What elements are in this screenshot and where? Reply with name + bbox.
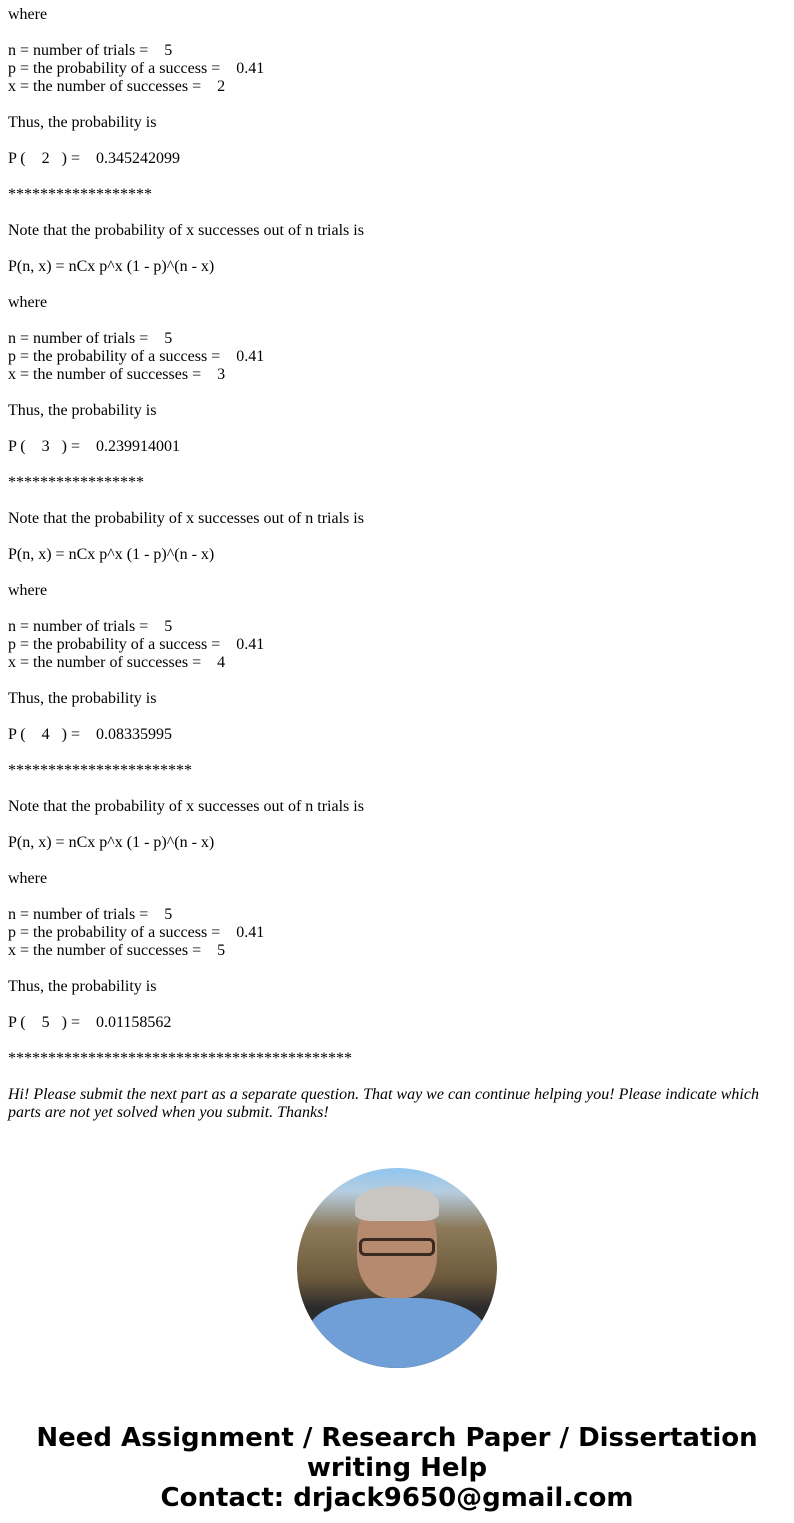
blank-line (8, 420, 786, 438)
blank-line (8, 888, 786, 906)
text-line: n = number of trials = 5 (8, 618, 173, 635)
blank-line (8, 780, 786, 798)
text-line: Thus, the probability is (8, 114, 157, 131)
text-line: Note that the probability of x successes out of n trials is (8, 798, 364, 815)
blank-line (8, 960, 786, 978)
blank-line (8, 276, 786, 294)
text-line: n = number of trials = 5 (8, 330, 173, 347)
text-line: x = the number of successes = 4 (8, 654, 226, 671)
text-line: n = number of trials = 5 (8, 906, 173, 923)
blank-line (8, 708, 786, 726)
text-line: P ( 2 ) = 0.345242099 (8, 150, 180, 167)
text-line: Note that the probability of x successes out of n trials is (8, 510, 364, 527)
text-line: where (8, 582, 48, 599)
text-line: *********************** (8, 762, 192, 779)
text-line: Thus, the probability is (8, 978, 157, 995)
text-line: ****************** (8, 186, 152, 203)
blank-line (8, 1032, 786, 1050)
blank-line (8, 492, 786, 510)
text-line: n = number of trials = 5 (8, 42, 173, 59)
author-avatar (297, 1168, 497, 1368)
text-line: P ( 4 ) = 0.08335995 (8, 726, 172, 743)
text-line: P ( 5 ) = 0.01158562 (8, 1014, 172, 1031)
avatar-container (0, 1168, 794, 1373)
text-line: Thus, the probability is (8, 690, 157, 707)
blank-line (8, 1068, 786, 1086)
closing-note: Hi! Please submit the next part as a separate question. That way we can continue helping you! Please indicate which parts are not yet solved when you submit. Thanks! (8, 1086, 759, 1121)
footer-contact (0, 1423, 794, 1513)
text-line: p = the probability of a success = 0.41 (8, 348, 265, 365)
text-line: where (8, 6, 48, 23)
text-line: x = the number of successes = 2 (8, 78, 226, 95)
blank-line (8, 600, 786, 618)
blank-line (8, 132, 786, 150)
text-line: ***************** (8, 474, 144, 491)
blank-line (8, 204, 786, 222)
text-line: Thus, the probability is (8, 402, 157, 419)
solution-lines (8, 6, 786, 1086)
blank-line (8, 384, 786, 402)
text-line: P(n, x) = nCx p^x (1 - p)^(n - x) (8, 546, 215, 563)
blank-line (8, 24, 786, 42)
blank-line (8, 852, 786, 870)
text-line: where (8, 870, 48, 887)
text-line: P(n, x) = nCx p^x (1 - p)^(n - x) (8, 834, 215, 851)
text-line: p = the probability of a success = 0.41 (8, 924, 265, 941)
text-line: where (8, 294, 48, 311)
text-line: x = the number of successes = 3 (8, 366, 226, 383)
footer-headline: Need Assignment / Research Paper / Dissertation writing Help (36, 1423, 758, 1483)
text-line: x = the number of successes = 5 (8, 942, 226, 959)
blank-line (8, 996, 786, 1014)
blank-line (8, 528, 786, 546)
blank-line (8, 816, 786, 834)
blank-line (8, 168, 786, 186)
text-line: P ( 3 ) = 0.239914001 (8, 438, 180, 455)
blank-line (8, 744, 786, 762)
text-line: P(n, x) = nCx p^x (1 - p)^(n - x) (8, 258, 215, 275)
footer-email: Contact: drjack9650@gmail.com (160, 1483, 634, 1513)
blank-line (8, 312, 786, 330)
blank-line (8, 96, 786, 114)
blank-line (8, 672, 786, 690)
blank-line (8, 564, 786, 582)
text-line: ******************************************* (8, 1050, 352, 1067)
text-line: p = the probability of a success = 0.41 (8, 636, 265, 653)
text-line: p = the probability of a success = 0.41 (8, 60, 265, 77)
text-line: Note that the probability of x successes out of n trials is (8, 222, 364, 239)
blank-line (8, 240, 786, 258)
blank-line (8, 456, 786, 474)
